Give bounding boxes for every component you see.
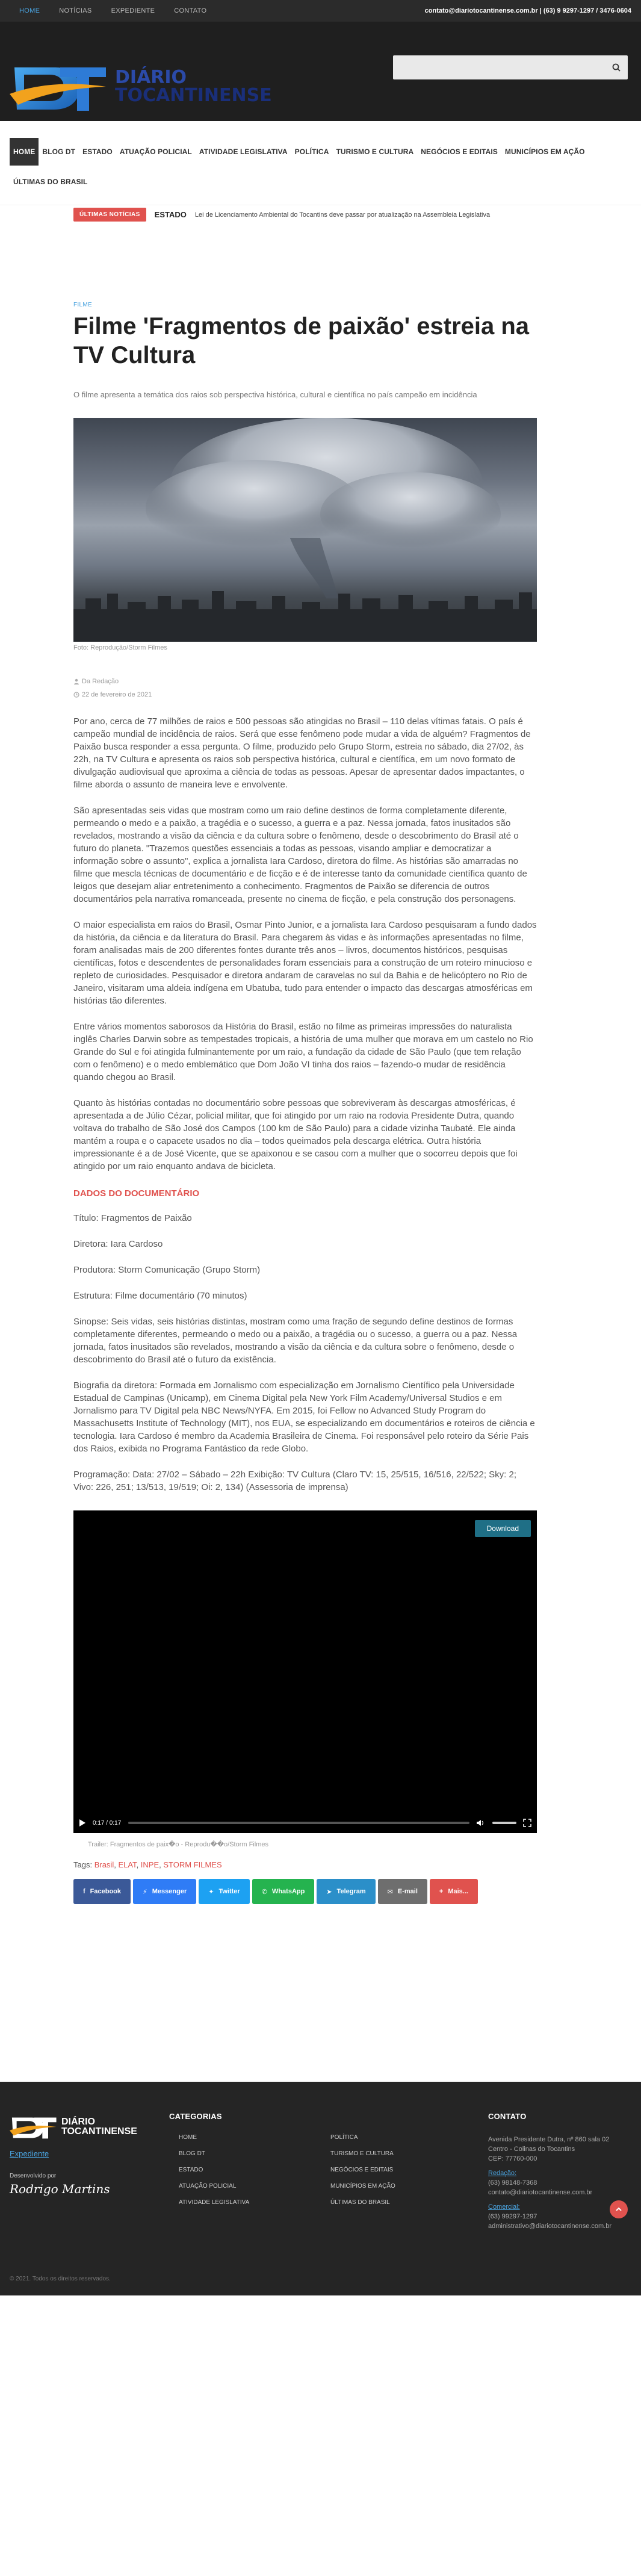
footer-logo-line-2: TOCANTINENSE	[61, 2126, 137, 2137]
nav-item-atividade-legislativa[interactable]: ATIVIDADE LEGISLATIVA	[199, 147, 288, 156]
logo-line-2: TOCANTINENSE	[115, 85, 272, 106]
video-time: 0:17 / 0:17	[93, 1819, 122, 1826]
footer-redacao-email[interactable]: contato@diariotocantinense.com.br	[488, 2189, 593, 2196]
tag-link[interactable]: ELAT	[118, 1860, 137, 1869]
top-link-contato[interactable]: CONTATO	[174, 7, 207, 14]
article-category[interactable]: FILME	[73, 302, 92, 308]
telegram-icon: ➤	[326, 1888, 332, 1896]
video-progress-bar[interactable]	[128, 1822, 469, 1824]
footer-category-link[interactable]: ATUAÇÃO POLICIAL	[179, 2183, 237, 2190]
article-lead: O filme apresenta a temática dos raios sob perspectiva histórica, cultural e científica no país campeão em incidência	[73, 390, 477, 399]
search-box	[393, 55, 628, 79]
paragraph: São apresentadas seis vidas que mostram como um raio define destinos de forma completamente diferente, permeando o medo e a paixão, a tragédia e o sucesso, a guerra e a paz. Nessa jornada, fatos inusitados são revelados, mostrando a visão da ciência e da cultura sobre o fenômeno, desde o descobrimento do Brasil até o futuro do planeta. "Trazemos questões essenciais a todas as pessoas, visando ampliar e democratizar a informação sobre o assunto", explica a jornalista Iara Cardoso, diretora do filme. As histórias são amarradas no filme que mescla técnicas de documentário e de ficção e é de interesse tanto da comunidade científica quanto de leigos que desejam aliar entretenimento a conhecimento. Fragmentos de Paixão se diferencia de outros documentários pela narrativa romanceada, presente no cinema de ficção, e pela construção dos personagens.	[73, 805, 527, 904]
tag-link[interactable]: Brasil	[94, 1860, 114, 1869]
footer-cep: CEP: 77760-000	[488, 2155, 537, 2162]
logo-text	[115, 69, 272, 105]
logo-dt-icon	[10, 49, 109, 117]
footer-category-link[interactable]: POLÍTICA	[330, 2134, 358, 2141]
logo-mark-text: DT	[10, 49, 23, 59]
chevron-up-icon	[615, 2206, 622, 2213]
footer-redacao-label: Redação:	[488, 2170, 517, 2177]
email-icon: ✉	[387, 1888, 393, 1896]
user-icon	[73, 678, 79, 684]
ticker-title[interactable]: ESTADO	[154, 210, 187, 219]
share-label: Mais...	[448, 1888, 468, 1895]
top-contact: contato@diariotocantinense.com.br | (63) 9 9297-1297 / 3476-0604	[424, 7, 631, 14]
footer-logo-line-1: DIÁRIO	[61, 2117, 95, 2127]
top-link-expediente[interactable]: EXPEDIENTE	[111, 7, 155, 14]
volume-slider[interactable]	[492, 1822, 516, 1824]
share-email-button[interactable]	[378, 1879, 427, 1904]
footer-address: Avenida Presidente Dutra, nº 860 sala 02 Centro - Colinas do Tocantins	[488, 2136, 610, 2153]
logo-mark	[10, 49, 109, 117]
plus-icon: +	[439, 1888, 444, 1895]
share-more-button[interactable]	[430, 1879, 478, 1904]
tag-link[interactable]: STORM FILMES	[163, 1860, 222, 1869]
share-twitter-button[interactable]	[199, 1879, 249, 1904]
section-heading: DADOS DO DOCUMENTÁRIO	[73, 1188, 200, 1199]
detail-title: Título: Fragmentos de Paixão	[73, 1213, 192, 1223]
paragraph: Quanto às histórias contadas no documentário sobre pessoas que sobreviveram às descargas atmosféricas, é apresentada a de Júlio Cézar, policial militar, que foi atingido por um raio na rodovia Presidente Dutra, quando voltava do trabalho de São José dos Campos (100 km de São Paulo) para a cidade vizinha Taubaté. Ele ainda mantém a roupa e o capacete usados no dia – todos queimados pela descarga elétrica. Outra história impressionante é a de José Vicente, que se apaixonou e se casou com a mulher que o socorreu depois que foi atingido por um raio enquanto andava de bicicleta.	[73, 1098, 518, 1172]
footer-categories	[169, 2112, 488, 2231]
paragraph: Entre vários momentos saborosos da História do Brasil, estão no filme as primeiras impressões do naturalista inglês Charles Darwin sobre as tempestades tropicais, a história de uma mulher que morava em um castelo no Rio Grande do Sul e foi atingida fulminantemente por um raio, a fundação da cidade de São Paulo (que tem relação com o fenômeno) e o medo emblemático que Dom João VI tinha dos raios – fazendo-o mudar de residência quando chegou ao Brasil.	[73, 1022, 533, 1082]
top-bar	[0, 0, 641, 22]
paragraph: O maior especialista em raios do Brasil, Osmar Pinto Junior, e a jornalista Iara Cardoso pesquisaram a fundo dados da história, da ciência e da literatura do Brasil. Para chegarem às vidas e às informações apresentadas no filme, foram analisadas mais de 200 diferentes fontes durante três anos – livros, documentos históricos, pesquisas científicas, fotos e descendentes de personalidades foram essenciais para a construção de um roteiro minucioso e repleto de curiosidades. Pesquisador e diretora andaram de caravelas no sul da Bahia e de helicóptero no Rio de Janeiro, visitaram uma aldeia indígena em Ubatuba, tudo para entender o impacto das descargas atmosféricas em histórias tão diferentes.	[73, 920, 537, 1006]
footer-logo-text	[61, 2117, 137, 2137]
site-logo[interactable]	[10, 49, 272, 117]
footer-categories-grid	[169, 2134, 488, 2206]
share-label: WhatsApp	[271, 1888, 305, 1895]
footer-columns	[10, 2112, 628, 2231]
video-player[interactable]	[73, 1510, 537, 1833]
download-button[interactable]: Download	[475, 1520, 531, 1537]
play-icon[interactable]	[79, 1819, 85, 1826]
footer-copyright: © 2021. Todos os direitos reservados.	[10, 2276, 111, 2282]
storm-photo-illustration	[73, 418, 537, 642]
nav-item-estado[interactable]: ESTADO	[82, 147, 113, 156]
share-label: Telegram	[336, 1888, 366, 1895]
footer-brand	[10, 2112, 169, 2231]
footer-category-link[interactable]: ATIVIDADE LEGISLATIVA	[179, 2199, 250, 2206]
video-caption: Trailer: Fragmentos de paix�o - Reprodu��o/Storm Filmes	[88, 1841, 268, 1848]
detail-structure: Estrutura: Filme documentário (70 minutos)	[73, 1291, 247, 1301]
top-link-home[interactable]: HOME	[19, 7, 40, 14]
tag-link[interactable]: INPE	[140, 1860, 159, 1869]
footer-category-link[interactable]: MUNICÍPIOS EM AÇÃO	[330, 2183, 395, 2190]
share-label: E-mail	[397, 1888, 418, 1895]
back-to-top-button[interactable]	[610, 2200, 628, 2218]
search-input[interactable]	[393, 55, 612, 79]
nav-item-turismo-cultura[interactable]: TURISMO E CULTURA	[336, 147, 414, 156]
share-facebook-button[interactable]	[73, 1879, 131, 1904]
nav-item-blog-dt[interactable]: BLOG DT	[42, 147, 76, 156]
footer-contact	[488, 2112, 628, 2231]
footer-comercial-phone[interactable]: (63) 99297-1297	[488, 2213, 537, 2220]
detail-biography: Biografia da diretora: Formada em Jornalismo com especialização em Jornalismo Científico pela Universidade Estadual de Campinas (Unicamp), em Cinema Digital pela New York Film Academy/Universal Studios e em Jornalismo para TV Digital pela NBC News/NYFA. Em 2015, foi Fellow no Advanced Study Program do Massachusetts Institute of Technology (MIT), nos EUA, se especializando em documentários e roteiros de ciência e tecnologia. Iara Cardoso é membro da Academia Brasileira de Cinema. Foi responsável pelo roteiro da Série Pais dos Raios, exibida no Programa Fantástico da rede Globo.	[73, 1380, 535, 1454]
nav-item-politica[interactable]: POLÍTICA	[294, 147, 329, 156]
footer-category-link[interactable]: BLOG DT	[179, 2150, 205, 2157]
footer-category-link[interactable]: NEGÓCIOS E EDITAIS	[330, 2167, 394, 2173]
share-label: Messenger	[152, 1888, 187, 1895]
ticker-text[interactable]: Lei de Licenciamento Ambiental do Tocantins deve passar por atualização na Assembleia Legislativa	[194, 211, 491, 219]
messenger-icon: ⚡	[143, 1888, 147, 1896]
footer-developer-label: Desenvolvido por	[10, 2173, 57, 2179]
paragraph: Por ano, cerca de 77 milhões de raios e 500 pessoas são atingidas no Brasil – 110 delas vítimas fatais. O país é campeão mundial de incidência de raios. Será que esse fenômeno pode mudar a vida de alguém? Fragmentos de Paixão busca responder a essa pergunta. O filme, produzido pelo Grupo Storm, estreia no sábado, dia 27/02, às 22h, na TV Cultura e apresenta os raios sob perspectiva histórica, cultural e científica, em um novo formato de divulgação audiovisual que aproxima a ciência de todas as pessoas. Apesar de apresentar dados impactantes, o filme aborda o assunto de maneira leve e envolvente.	[73, 716, 531, 790]
facebook-icon: f	[83, 1888, 85, 1895]
article-title: Filme 'Fragmentos de paixão' estreia na TV Cultura	[73, 313, 530, 368]
volume-icon[interactable]	[477, 1819, 485, 1826]
twitter-icon: ✦	[208, 1888, 214, 1896]
detail-synopsis: Sinopse: Seis vidas, seis histórias distintas, mostram como uma fração de segundo define destinos de formas completamente diferentes, permeando o medo ou a paixão, a tragédia ou o sucesso, a guerra ou a paz. Nessa jornada, fatos inusitados são revelados, mostrando a visão da ciência e da cultura sobre o fenômeno, desde o descobrimento do Brasil até o futuro da existência.	[73, 1317, 518, 1365]
clock-icon	[73, 692, 79, 698]
nav-item-negocios-editais[interactable]: NEGÓCIOS E EDITAIS	[421, 147, 498, 156]
share-label: Twitter	[218, 1888, 240, 1895]
video-controls	[73, 1813, 537, 1833]
search-icon[interactable]	[612, 63, 621, 72]
top-link-noticias[interactable]: NOTÍCIAS	[59, 7, 92, 14]
nav-item-municipios[interactable]: MUNICÍPIOS EM AÇÃO	[504, 147, 585, 156]
footer-redacao-phone[interactable]: (63) 98148-7368	[488, 2179, 537, 2186]
share-whatsapp-button[interactable]	[252, 1879, 315, 1904]
article-date	[73, 691, 537, 698]
site-footer	[0, 2082, 641, 2295]
tags: Tags: Brasil, ELAT, INPE, STORM FILMES	[73, 1860, 222, 1869]
share-buttons	[73, 1879, 489, 1904]
site-header	[0, 22, 641, 121]
share-label: Facebook	[90, 1888, 122, 1895]
share-messenger-button[interactable]	[133, 1879, 196, 1904]
nav-item-home[interactable]: HOME	[10, 138, 39, 166]
footer-category-link[interactable]: ÚLTIMAS DO BRASIL	[330, 2199, 390, 2206]
footer-category-link[interactable]: HOME	[179, 2134, 197, 2141]
top-links	[10, 7, 216, 14]
detail-producer: Produtora: Storm Comunicação (Grupo Storm)	[73, 1265, 261, 1275]
nav-row	[10, 138, 631, 194]
footer-comercial-label: Comercial:	[488, 2203, 520, 2211]
logo-dt-icon	[10, 2112, 58, 2142]
nav-item-ultimas-brasil[interactable]: ÚLTIMAS DO BRASIL	[13, 178, 88, 186]
footer-comercial-email[interactable]: administrativo@diariotocantinense.com.br	[488, 2223, 612, 2230]
detail-director: Diretora: Iara Cardoso	[73, 1239, 163, 1249]
article-author	[73, 678, 537, 685]
article	[73, 205, 537, 1904]
tags-label: Tags:	[73, 1860, 93, 1869]
main-nav	[0, 121, 641, 219]
author-name[interactable]: Da Redação	[82, 678, 119, 685]
share-telegram-button[interactable]	[317, 1879, 375, 1904]
detail-schedule: Programação: Data: 27/02 – Sábado – 22h Exibição: TV Cultura (Claro TV: 15, 25/515, 16/516, 22/522; Sky: 2; Vivo: 226, 251; 13/513, 19/519; Oi: 2, 134) (Assessoria de imprensa)	[73, 1470, 517, 1492]
article-body	[73, 715, 537, 1494]
whatsapp-icon: ✆	[261, 1888, 267, 1896]
ticker-badge: ÚLTIMAS NOTÍCIAS	[73, 208, 146, 222]
footer-category-link[interactable]: TURISMO E CULTURA	[330, 2150, 394, 2157]
nav-item-atuacao-policial[interactable]: ATUAÇÃO POLICIAL	[119, 147, 192, 156]
fullscreen-icon[interactable]	[524, 1819, 531, 1826]
developer-signature[interactable]: Rodrigo Martins	[10, 2182, 110, 2196]
footer-logo[interactable]	[10, 2112, 169, 2142]
date-text: 22 de fevereiro de 2021	[82, 691, 152, 698]
footer-categories-title: CATEGORIAS	[169, 2112, 222, 2121]
footer-expediente-link[interactable]: Expediente	[10, 2149, 49, 2158]
hero-caption: Foto: Reprodução/Storm Filmes	[73, 644, 167, 651]
hero-image	[73, 418, 537, 642]
footer-contact-title: CONTATO	[488, 2112, 527, 2121]
footer-category-link[interactable]: ESTADO	[179, 2167, 203, 2173]
logo-line-1: DIÁRIO	[115, 67, 187, 88]
